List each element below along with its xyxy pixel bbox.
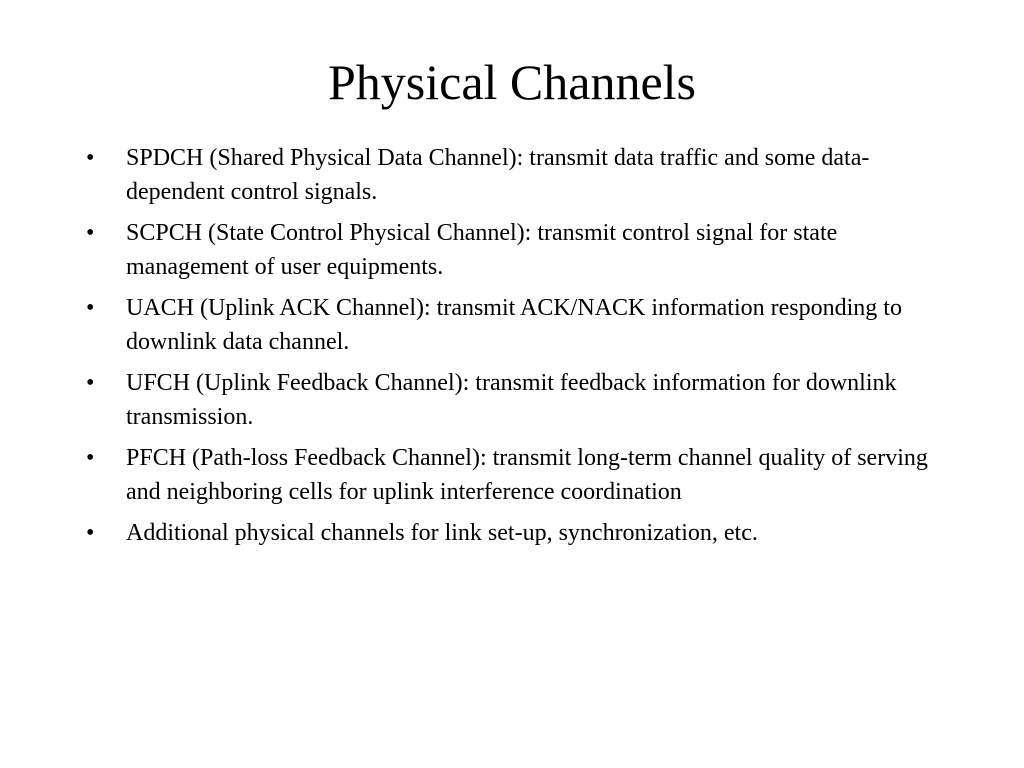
bullet-text: SCPCH (State Control Physical Channel): transmit control signal for state management of user equipments.: [126, 220, 838, 280]
bullet-item-pfch: [86, 441, 936, 509]
slide-title: Physical Channels: [327, 54, 697, 110]
bullet-item-scpch: [86, 216, 936, 284]
bullet-item-additional: [86, 516, 936, 550]
bullet-text: SPDCH (Shared Physical Data Channel): transmit data traffic and some data-dependent control signals.: [126, 145, 870, 205]
bullet-item-ufch: [86, 366, 936, 434]
bullet-item-uach: [86, 291, 936, 359]
bullet-text: Additional physical channels for link set-up, synchronization, etc.: [126, 520, 758, 546]
bullet-icon: •: [86, 220, 95, 246]
bullet-icon: •: [86, 145, 95, 171]
bullet-list: [86, 141, 936, 557]
bullet-text: UFCH (Uplink Feedback Channel): transmit feedback information for downlink transmission.: [126, 370, 897, 430]
bullet-icon: •: [86, 370, 95, 396]
bullet-item-spdch: [86, 141, 936, 209]
bullet-text: PFCH (Path-loss Feedback Channel): transmit long-term channel quality of serving and neighboring cells for uplink interference coordination: [126, 445, 928, 505]
bullet-icon: •: [86, 520, 95, 546]
bullet-icon: •: [86, 445, 95, 471]
bullet-text: UACH (Uplink ACK Channel): transmit ACK/NACK information responding to downlink data channel.: [126, 295, 902, 355]
bullet-icon: •: [86, 295, 95, 321]
